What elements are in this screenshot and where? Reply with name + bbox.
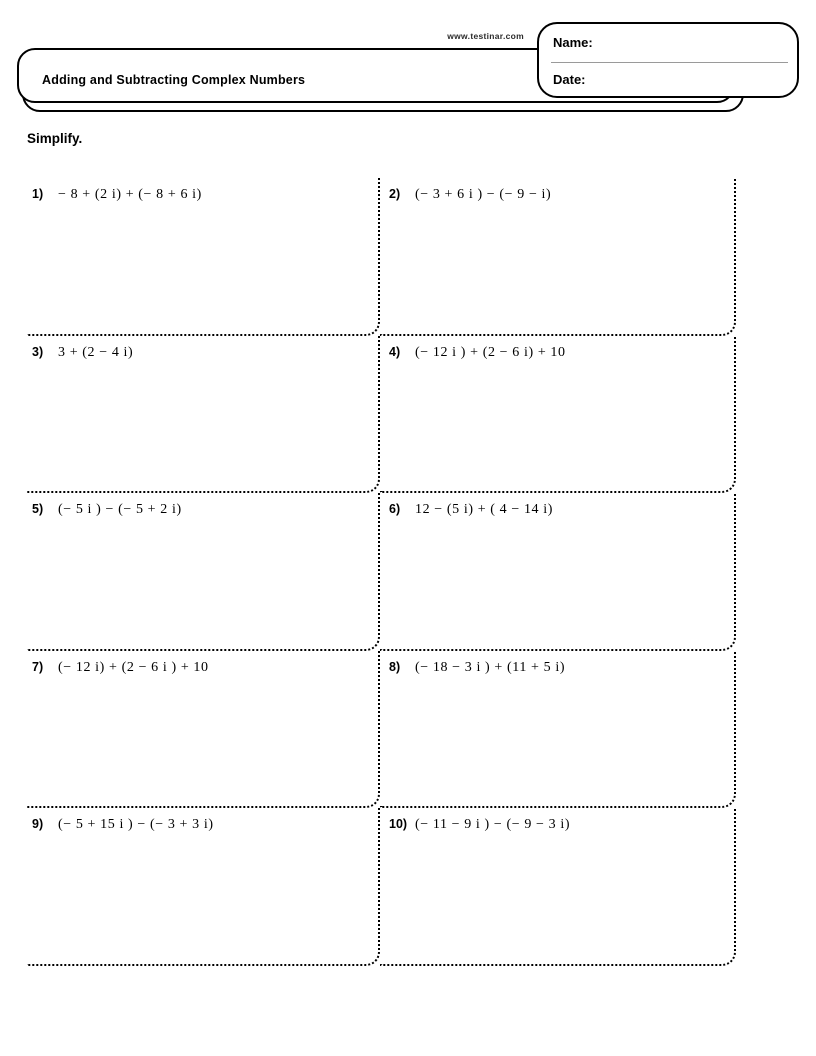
instruction-text: Simplify. xyxy=(27,131,83,146)
problem-5 xyxy=(32,502,378,518)
problem-cell-6 xyxy=(380,493,736,651)
problem-number: 6) xyxy=(389,502,401,517)
problem-7 xyxy=(32,660,378,676)
problem-9 xyxy=(32,817,378,833)
name-date-box xyxy=(537,22,799,98)
page-title: Adding and Subtracting Complex Numbers xyxy=(42,73,306,87)
problem-expression: − 8 + (2 i) + (− 8 + 6 i) xyxy=(58,187,202,202)
problem-expression: (− 11 − 9 i ) − (− 9 − 3 i) xyxy=(415,817,571,833)
problem-1 xyxy=(32,187,378,203)
problem-number: 3) xyxy=(32,344,44,359)
problem-3 xyxy=(32,345,378,361)
problem-expression: (− 5 i ) − (− 5 + 2 i) xyxy=(58,502,182,518)
problem-6 xyxy=(389,502,734,518)
problem-number: 7) xyxy=(32,659,44,674)
problem-cell-10 xyxy=(380,808,736,966)
problem-4 xyxy=(389,345,734,361)
problem-expression: (− 3 + 6 i ) − (− 9 − i) xyxy=(415,187,552,202)
problem-expression: 12 − (5 i) + ( 4 − 14 i) xyxy=(415,502,554,518)
problem-cell-5 xyxy=(27,493,380,651)
problem-number: 1) xyxy=(32,187,44,201)
website-url: www.testinar.com xyxy=(447,31,524,41)
problem-number: 10) xyxy=(389,817,408,832)
problem-cell-7 xyxy=(27,651,380,809)
problem-cell-4 xyxy=(380,336,736,494)
problem-number: 4) xyxy=(389,344,401,359)
problem-cell-9 xyxy=(27,808,380,966)
problem-number: 8) xyxy=(389,659,401,674)
problem-cell-1 xyxy=(27,178,380,336)
problem-expression: (− 12 i) + (2 − 6 i ) + 10 xyxy=(58,659,209,675)
problem-expression: (− 18 − 3 i ) + (11 + 5 i) xyxy=(415,659,566,675)
date-label: Date: xyxy=(553,72,586,87)
name-label: Name: xyxy=(553,35,593,50)
problem-number: 5) xyxy=(32,502,44,517)
problem-number: 9) xyxy=(32,817,44,832)
problem-8 xyxy=(389,660,734,676)
problem-cell-2 xyxy=(380,178,736,336)
problem-10 xyxy=(389,817,734,833)
problem-number: 2) xyxy=(389,187,401,201)
name-write-line xyxy=(551,62,788,63)
problem-cell-8 xyxy=(380,651,736,809)
problem-expression: (− 5 + 15 i ) − (− 3 + 3 i) xyxy=(58,817,214,833)
problem-expression: 3 + (2 − 4 i) xyxy=(58,344,134,360)
problems-grid xyxy=(27,178,736,966)
problem-cell-3 xyxy=(27,336,380,494)
problem-2 xyxy=(389,187,734,203)
problem-expression: (− 12 i ) + (2 − 6 i) + 10 xyxy=(415,344,566,360)
